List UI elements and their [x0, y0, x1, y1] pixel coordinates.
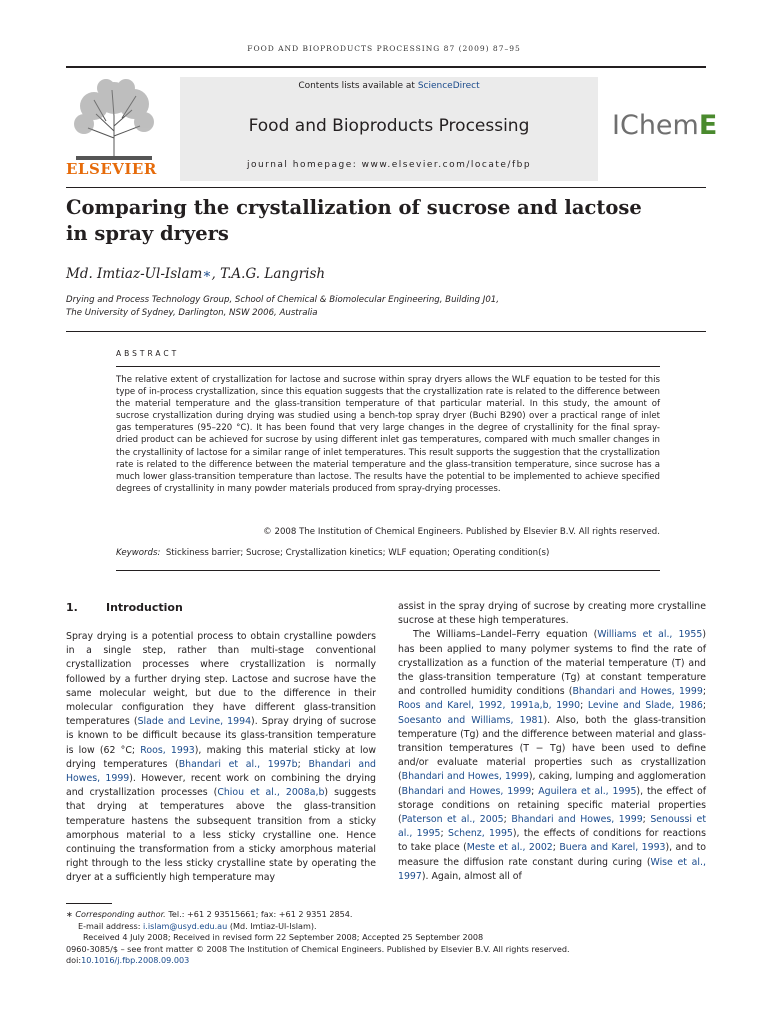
intro-paragraph-1-cont: assist in the spray drying of sucrose by creating more crystalline sucrose at these high temperatures. — [398, 601, 706, 627]
journal-title: Food and Bioproducts Processing — [248, 116, 530, 136]
section-divider — [66, 331, 706, 332]
citation-link[interactable]: Bhandari and Howes, 1999 — [401, 785, 532, 797]
citation-link[interactable]: Chiou et al., 2008a,b — [217, 787, 325, 799]
citation-link[interactable]: Soesanto and Williams, 1981 — [398, 714, 544, 726]
intro-paragraph-1 — [66, 630, 376, 886]
citation-link[interactable]: Bhandari and Howes, 1999 — [572, 686, 703, 698]
title-line-1: Comparing the crystallization of sucrose and lactose — [66, 196, 642, 219]
text-span: ). Spray drying of sucrose is known to be difficult because its glass-transition temperature is low (62 °C; — [66, 716, 377, 756]
sciencedirect-link[interactable]: ScienceDirect — [417, 81, 480, 91]
contents-prefix: Contents lists available at — [298, 81, 418, 91]
text-span: ; — [440, 828, 449, 840]
abstract-heading: ABSTRACT — [116, 349, 180, 358]
citation-link[interactable]: Aguilera et al., 1995 — [538, 785, 637, 797]
text-span: ), the effect of storage conditions on retaining specific material properties ( — [398, 785, 706, 826]
footnotes — [66, 909, 706, 967]
ichem-logo-e: E — [698, 110, 718, 141]
keywords-list: Stickiness barrier; Sucrose; Crystallization kinetics; WLF equation; Operating condition(s) — [165, 548, 550, 558]
doi-label: doi: — [66, 955, 82, 966]
elsevier-logo: ELSEVIER — [66, 160, 157, 178]
issn-line: 0960-3085/$ – see front matter © 2008 The Institution of Chemical Engineers. Published by Elsevier B.V. All rights reserved. — [66, 943, 570, 954]
text-span: ; — [702, 686, 706, 698]
text-span: ; — [503, 814, 512, 826]
citation-link[interactable]: Wise et al., 1997 — [398, 856, 706, 882]
contents-line — [180, 81, 598, 91]
corresponding-text: Tel.: +61 2 93515661; fax: +61 2 9351 2854. — [165, 909, 353, 919]
corresponding-author-mark[interactable]: ∗ — [202, 266, 212, 282]
left-column — [66, 630, 376, 886]
keywords — [116, 548, 660, 558]
abstract-top-rule — [116, 366, 660, 367]
header-bottom-rule — [66, 187, 706, 188]
citation-link[interactable]: Williams et al., 1955 — [597, 629, 703, 641]
text-span: ). Also, both the glass-transition temperature (Tg) and the difference between material and glass-transition temperatures (T − Tg) have been used to define and/or evaluate material properties such as crystallization ( — [398, 714, 706, 783]
citation-link[interactable]: Schenz, 1995 — [448, 828, 513, 840]
citation-link[interactable]: Paterson et al., 2005 — [401, 814, 504, 826]
email-label: E-mail address: — [78, 920, 144, 931]
citation-link[interactable]: Bhandari and Howes, 1999 — [401, 771, 529, 783]
text-span: ). Again, almost all of — [421, 870, 522, 882]
citation-link[interactable]: Slade and Levine, 1994 — [137, 716, 252, 728]
affiliation-line-2: The University of Sydney, Darlington, NSW 2006, Australia — [66, 308, 318, 318]
received-dates: Received 4 July 2008; Received in revised form 22 September 2008; Accepted 25 September 2008 — [83, 932, 484, 943]
abstract-text: The relative extent of crystallization for lactose and sucrose within spray dryers allows the WLF equation to be tested for this type of in-process crystallization, since this equation suggests that the crystallization rate is related to the difference between the material temperature and the glass-transition temperature of that particular material. In this study, the amount of sucrose crystallization during drying was studied using a bench-top spray dryer (Buchi B290) over a practical range of inlet gas temperatures (95–220 °C). It has been found that very large changes in the degree of crystallinity for the final spray-dried product can be achieved for sucrose by using different inlet gas temperatures, compared with much smaller changes in the crystallinity of lactose for a similar range of inlet temperatures. This result supports the suggestion that the crystallization rate is related to the difference between the material temperature and the glass-transition temperature, since sucrose has a much lower glass-transition temperature than lactose. The results have the potential to be implemented to achieve specified degrees of crystallinity in many powder materials produced from spray-drying processes. — [116, 375, 660, 494]
header-top-rule — [66, 66, 706, 68]
ichem-logo — [612, 110, 717, 141]
footnote-rule — [66, 903, 112, 904]
citation-link[interactable]: Buera and Karel, 1993 — [559, 842, 666, 854]
citation-link[interactable]: Roos and Karel, 1992, 1991a,b, 1990 — [398, 700, 581, 712]
text-span: ; — [531, 785, 539, 797]
corresponding-label: ∗ Corresponding author. — [66, 909, 166, 919]
citation-link[interactable]: Levine and Slade, 1986 — [587, 700, 703, 712]
title-line-2: in spray dryers — [66, 222, 229, 245]
keywords-label: Keywords: — [116, 548, 161, 558]
doi-link[interactable]: 10.1016/j.fbp.2008.09.003 — [81, 955, 190, 966]
text-span: ; — [552, 842, 560, 854]
text-span: Spray drying is a potential process to obtain crystalline powders in a single step, rather than multi-stage conventional crystallization processes where crystallization is normally followed by a further drying step. Lactose and sucrose have the same molecular weight, but due to the difference in their molecular configuration they have different glass-transition temperatures ( — [66, 631, 376, 728]
email-link[interactable]: i.islam@usyd.edu.au — [143, 920, 228, 931]
ichem-logo-text: IChem — [612, 110, 699, 141]
citation-link[interactable]: Meste et al., 2002 — [466, 842, 553, 854]
section-heading — [66, 601, 183, 614]
right-column — [398, 600, 706, 884]
citation-link[interactable]: Roos, 1993 — [140, 744, 195, 756]
text-span: ) has been applied to many polymer systems to find the rate of crystallization as a function of the material temperature (T) and the glass-transition temperature (Tg) at constant temperature and controlled humidity conditions ( — [398, 629, 706, 698]
text-span: ), and to measure the diffusion rate constant during curing ( — [398, 842, 707, 868]
elsevier-tree-icon — [66, 76, 162, 162]
text-span: ; — [580, 700, 588, 712]
authors — [66, 266, 325, 282]
section-title: Introduction — [106, 601, 183, 614]
author-2: , T.A.G. Langrish — [211, 266, 326, 282]
author-1: Md. Imtiaz-Ul-Islam — [66, 266, 203, 282]
intro-paragraph-2 — [398, 628, 706, 884]
section-number: 1. — [66, 601, 78, 614]
corresponding-author-note — [66, 909, 706, 921]
email-owner: (Md. Imtiaz-Ul-Islam). — [227, 920, 317, 931]
abstract-copyright: © 2008 The Institution of Chemical Engineers. Published by Elsevier B.V. All rights reserved. — [263, 527, 660, 537]
text-span: ; — [642, 814, 651, 826]
text-span: ), the effects of conditions for reactions to take place ( — [398, 828, 706, 854]
citation-link[interactable]: Bhandari et al., 1997b — [178, 758, 298, 770]
citation-link[interactable]: Senoussi et al., 1995 — [398, 814, 706, 840]
text-span: ; — [297, 758, 309, 770]
citation-link[interactable]: Bhandari and Howes, 1999 — [66, 758, 377, 785]
abstract-bottom-rule — [116, 570, 660, 571]
text-span: ), caking, lumping and agglomeration ( — [398, 771, 706, 797]
journal-homepage-link[interactable]: journal homepage: www.elsevier.com/locate/fbp — [246, 160, 532, 170]
citation-link[interactable]: Bhandari and Howes, 1999 — [511, 814, 643, 826]
affiliation — [66, 294, 706, 320]
text-span: ; — [702, 700, 706, 712]
email-note — [66, 921, 706, 933]
text-span: The Williams–Landel–Ferry equation ( — [413, 629, 598, 641]
text-span: ). However, recent work on combining the drying and crystallization processes ( — [66, 773, 376, 799]
text-span: ), making this material sticky at low drying temperatures ( — [66, 744, 376, 770]
doi-line — [66, 955, 706, 967]
article-title — [66, 195, 706, 247]
text-span: ) suggests that drying at temperatures above the glass-transition temperature hastens the subsequent transition from a sticky amorphous material to a less sticky crystalline one. Hence continuing the transformation from a sticky amorphous material right through to the less sticky crystalline state by operating the dryer at a sufficiently high temperature may — [66, 787, 377, 884]
affiliation-line-1: Drying and Process Technology Group, School of Chemical & Biomolecular Engineering, Building J01, — [66, 295, 499, 305]
running-head: FOOD AND BIOPRODUCTS PROCESSING 87 (2009) 87–95 — [247, 44, 521, 53]
